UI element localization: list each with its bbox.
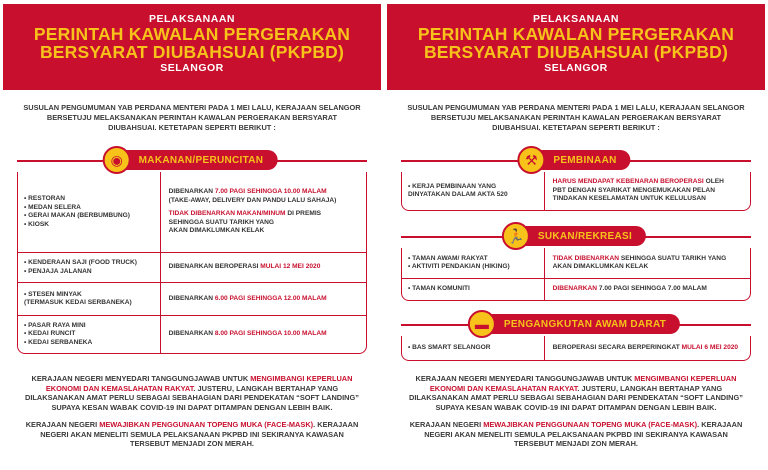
section-title: PEMBINAAN xyxy=(553,155,617,166)
table-row: • BAS SMART SELANGOR BEROPERASI SECARA BERPERINGKAT MULAI 6 MEI 2020 xyxy=(402,336,750,360)
list-item: • STESEN MINYAK xyxy=(24,291,154,300)
table-row: • RESTORAN • MEDAN SELERA • GERAI MAKAN (BERBUMBUNG) • KIOSK DIBENARKAN 7.00 PAGI SEHINGGA 10.00 MALAM (TAKE-AWAY, DELIVERY DAN PANDU LALU SAHAJA) TIDAK DIBENARKAN MAKAN/MINUM DI PREMIS SEHINGGA SUATU TARIKH YANG AKAN DIMAKLUMKAN KELAK xyxy=(18,172,366,252)
runner-icon: 🏃 xyxy=(502,222,530,250)
list-item: DINYATAKAN DALAM AKTA 520 xyxy=(408,191,508,198)
list-item: • KIOSK xyxy=(24,221,154,230)
intro-text: SUSULAN PENGUMUMAN YAB PERDANA MENTERI PADA 1 MEI LALU, KERAJAAN SELANGOR BERSETUJU MELAKSANAKAN PERINTAH KAWALAN PERGERAKAN BERSYARAT DIUBAHSUAI. KETETAPAN SEPERTI BERIKUT : xyxy=(407,103,745,132)
footer-paragraph-1: KERAJAAN NEGERI MENYEDARI TANGGUNGJAWAB UNTUK MENGIMBANGI KEPERLUAN EKONOMI DAN KEMASLAHATAN RAKYAT. JUSTERU, LANGKAH BERTAHAP YANG DILAKSANAKAN AMAT PERLU SEBAGAI SEBAHAGIAN DARI PENDEKATAN “SOFT LANDING” SUPAYA KESAN WABAK COVID-19 INI DAPAT DITAMPAN DENGAN LEBIH BAIK. xyxy=(409,374,743,412)
plate-icon: ◉ xyxy=(103,146,131,174)
list-item: • RESTORAN xyxy=(24,195,154,204)
section-pembinaan xyxy=(401,148,751,211)
list-item: • TAMAN KOMUNITI xyxy=(408,285,538,294)
header-line1: PERINTAH KAWALAN PERGERAKAN xyxy=(33,24,351,44)
list-item: • GERAI MAKAN (BERBUMBUNG) xyxy=(24,212,154,221)
list-item: • AKTIVITI PENDAKIAN (HIKING) xyxy=(408,263,538,272)
list-item: • KEDAI RUNCIT xyxy=(24,330,154,339)
table-row: • KERJA PEMBINAAN YANG DINYATAKAN DALAM AKTA 520 HARUS MENDAPAT KEBENARAN BEROPERASI OLEH PBT DENGAN SYARIKAT MENGEMUKAKAN PELAN TINDAKAN KESELAMATAN UNTUK KELULUSAN xyxy=(402,172,750,210)
header-line2: BERSYARAT DIUBAHSUAI (PKPBD) xyxy=(423,42,729,62)
footer-paragraph-2: KERAJAAN NEGERI MEWAJIBKAN PENGGUNAAN TOPENG MUKA (FACE-MASK). KERAJAAN NEGERI AKAN MENELITI SEMULA PELAKSANAAN PKPBD INI SEKIRANYA KAWASAN TERSEBUT MENJADI ZON MERAH. xyxy=(409,420,743,449)
header-banner xyxy=(387,4,765,90)
footer-paragraph-1: KERAJAAN NEGERI MENYEDARI TANGGUNGJAWAB UNTUK MENGIMBANGI KEPERLUAN EKONOMI DAN KEMASLAHATAN RAKYAT. JUSTERU, LANGKAH BERTAHAP YANG DILAKSANAKAN AMAT PERLU SEBAGAI SEBAHAGIAN DARI PENDEKATAN “SOFT LANDING” SUPAYA KESAN WABAK COVID-19 INI DAPAT DITAMPAN DENGAN LEBIH BAIK. xyxy=(25,374,359,412)
list-item: • PENJAJA JALANAN xyxy=(24,268,154,277)
table-row: • KENDERAAN SAJI (FOOD TRUCK) • PENJAJA JALANAN DIBENARKAN BEROPERASI MULAI 12 MEI 2020 xyxy=(18,252,366,282)
header-banner xyxy=(3,4,381,90)
section-makanan xyxy=(17,148,367,354)
section-pengangkutan xyxy=(401,312,751,361)
header-state: SELANGOR xyxy=(544,62,608,74)
pembinaan-table xyxy=(401,172,751,211)
left-poster xyxy=(3,4,381,466)
section-title: SUKAN/REKREASI xyxy=(537,231,633,242)
section-title: MAKANAN/PERUNCITAN xyxy=(138,155,264,166)
table-row: • TAMAN AWAM/ RAKYAT • AKTIVITI PENDAKIAN (HIKING) TIDAK DIBENARKAN SEHINGGA SUATU TARIKH YANG AKAN DIMAKLUMKAN KELAK xyxy=(402,248,750,278)
header-state: SELANGOR xyxy=(160,62,224,74)
list-item: • PASAR RAYA MINI xyxy=(24,322,154,331)
right-poster xyxy=(387,4,765,466)
table-row: • STESEN MINYAK (TERMASUK KEDAI SERBANEKA) DIBENARKAN 6.00 PAGI SEHINGGA 12.00 MALAM xyxy=(18,282,366,315)
list-item: • TAMAN AWAM/ RAKYAT xyxy=(408,255,538,264)
header-pre: PELAKSANAAN xyxy=(148,13,235,25)
makanan-table xyxy=(17,172,367,354)
header-pre: PELAKSANAAN xyxy=(532,13,619,25)
list-item: (TERMASUK KEDAI SERBANEKA) xyxy=(24,299,132,306)
list-item: • BAS SMART SELANGOR xyxy=(408,344,538,353)
footer-paragraph-2: KERAJAAN NEGERI MEWAJIBKAN PENGGUNAAN TOPENG MUKA (FACE-MASK). KERAJAAN NEGERI AKAN MENELITI SEMULA PELAKSANAAN PKPBD INI SEKIRANYA KAWASAN TERSEBUT MENJADI ZON MERAH. xyxy=(25,420,359,449)
table-row: • PASAR RAYA MINI • KEDAI RUNCIT • KEDAI SERBANEKA DIBENARKAN 8.00 PAGI SEHINGGA 10.00 MALAM xyxy=(18,315,366,353)
table-row: • TAMAN KOMUNITI DIBENARKAN 7.00 PAGI SEHINGGA 7.00 MALAM xyxy=(402,278,750,300)
sukan-table xyxy=(401,248,751,301)
list-item: • KEDAI SERBANEKA xyxy=(24,339,154,348)
bus-icon: ▬ xyxy=(468,310,496,338)
pengangkutan-table xyxy=(401,336,751,361)
crane-icon: ⚒ xyxy=(517,146,545,174)
section-sukan xyxy=(401,224,751,301)
list-item: • KERJA PEMBINAAN YANG xyxy=(408,183,538,192)
intro-text: SUSULAN PENGUMUMAN YAB PERDANA MENTERI PADA 1 MEI LALU, KERAJAAN SELANGOR BERSETUJU MELAKSANAKAN PERINTAH KAWALAN PERGERAKAN BERSYARAT DIUBAHSUAI. KETETAPAN SEPERTI BERIKUT : xyxy=(23,103,361,132)
list-item: • MEDAN SELERA xyxy=(24,204,154,213)
section-title: PENGANGKUTAN AWAM DARAT xyxy=(503,319,667,330)
header-line2: BERSYARAT DIUBAHSUAI (PKPBD) xyxy=(39,42,345,62)
header-line1: PERINTAH KAWALAN PERGERAKAN xyxy=(417,24,735,44)
list-item: • KENDERAAN SAJI (FOOD TRUCK) xyxy=(24,259,154,268)
